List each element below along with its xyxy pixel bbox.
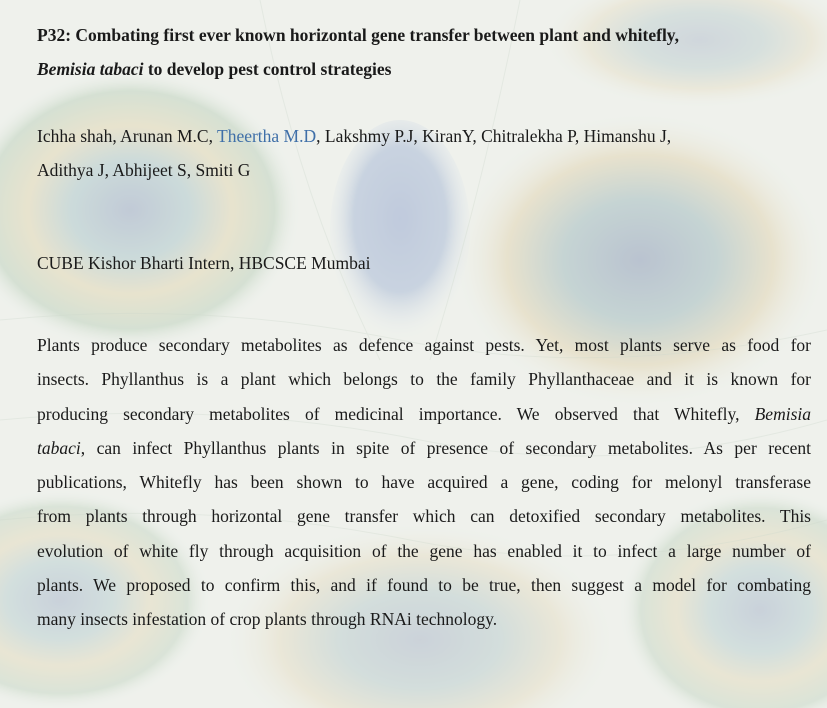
title-line-2-rest: to develop pest control strategies [143,59,392,79]
abstract-line-2: insects. Phyllanthus is a plant which belongs to the family Phyllanthaceae and it is known for [37,369,811,390]
page-title [37,18,811,86]
author-list [37,119,811,187]
authors-line-1-start: Ichha shah, Arunan M.C, [37,126,217,146]
highlighted-author: Theertha M.D [217,126,317,146]
abstract-line-6: from plants through horizontal gene transfer which can detoxified secondary metabolites. This [37,506,811,527]
authors-line-1-end: , Lakshmy P.J, KiranY, Chitralekha P, Himanshu J, [316,126,672,146]
abstract-species-genus: Bemisia [754,403,811,424]
abstract-line-4 [37,431,811,465]
abstract-line-9: many insects infestation of crop plants through RNAi technology. [37,609,498,630]
affiliation: CUBE Kishor Bharti Intern, HBCSCE Mumbai [37,253,371,273]
title-line-2 [37,52,811,86]
abstract-line-3-text: producing secondary metabolites of medicinal importance. We observed that Whitefly, [37,403,755,424]
abstract-species-epithet: tabaci [37,437,81,458]
authors-line-2: Adithya J, Abhijeet S, Smiti G [37,160,251,180]
abstract-line-1: Plants produce secondary metabolites as defence against pests. Yet, most plants serve as food for [37,335,811,355]
abstract-line-4-text: , can infect Phyllanthus plants in spite of presence of secondary metabolites. As per recent [80,437,811,458]
abstract-line-5: publications, Whitefly has been shown to have acquired a gene, coding for melonyl transferase [37,472,811,493]
abstract-line-7: evolution of white fly through acquisition of the gene has enabled it to infect a large number of [37,540,811,561]
abstract-line-8: plants. We proposed to confirm this, and if found to be true, then suggest a model for combating [37,575,811,596]
abstract-body [37,328,811,637]
title-species-name: Bemisia tabaci [37,59,144,79]
title-line-1: P32: Combating first ever known horizontal gene transfer between plant and whitefly, [37,25,679,45]
abstract-line-3 [37,397,811,431]
authors-line-1 [37,119,811,153]
